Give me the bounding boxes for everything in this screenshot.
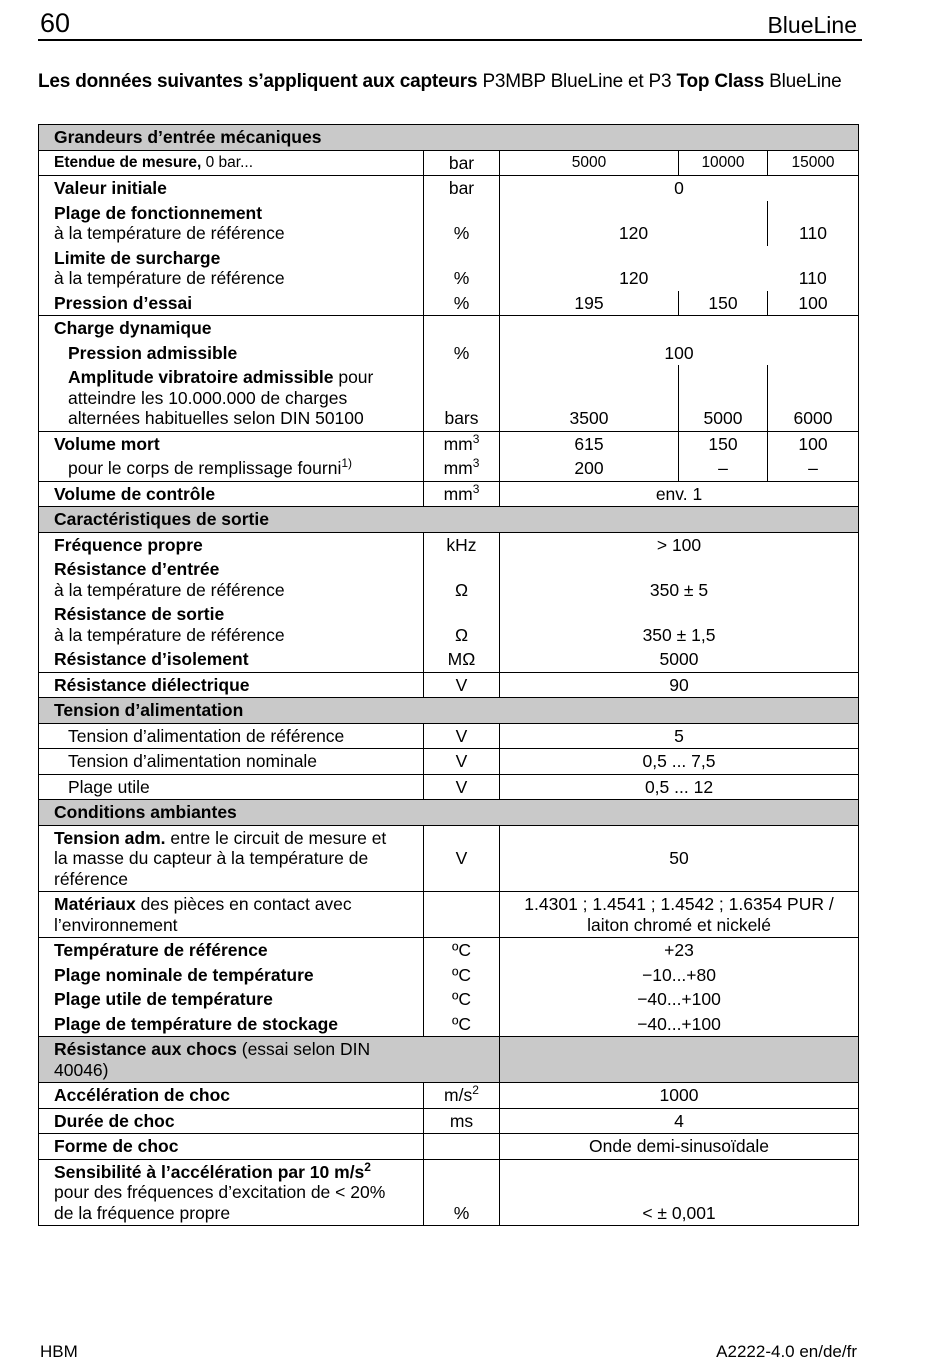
row-acceleration-sensitivity: Sensibilité à l’accélération par 10 $m/s^2$ pour des fréquences d’excitation de < 20% de la fréquence propre % < ± 0,001 <box>39 1159 859 1226</box>
row-supply-reference: Tension d’alimentation de référence V 5 <box>39 723 859 749</box>
row-initial-value: Valeur initiale bar 0 <box>39 176 859 201</box>
spec-table <box>38 124 859 1226</box>
row-overload-limit: Limite de surcharge à la température de référence % 120 110 <box>39 246 859 291</box>
row-output-resistance: Résistance de sortie à la température de référence Ω 350 ± 1,5 <box>39 602 859 647</box>
row-input-resistance: Résistance d’entrée à la température de référence Ω 350 ± 5 <box>39 557 859 602</box>
intro-bold: Les données suivantes s’appliquent aux capteurs <box>38 71 478 92</box>
row-usable-temperature: Plage utile de température ºC −40...+100 <box>39 987 859 1012</box>
row-test-pressure: Pression d’essai % 195 150 100 <box>39 291 859 316</box>
row-reference-temperature: Température de référence ºC +23 <box>39 938 859 963</box>
header-rule <box>38 39 862 41</box>
row-dielectric-resistance: Résistance diélectrique V 90 <box>39 672 859 698</box>
row-permissible-voltage: Tension adm. entre le circuit de mesure et la masse du capteur à la température de référence V 50 <box>39 825 859 892</box>
intro-models: P3MBP BlueLine et P3 <box>477 71 677 92</box>
row-vibration-amplitude: Amplitude vibratoire admissible pour atteindre les 10.000.000 de charges alternées habituelles selon DIN 50100 bars 3500 5000 6000 <box>39 365 859 431</box>
row-measuring-range: Etendue de mesure, 0 bar... bar 5000 10000 15000 <box>39 150 859 176</box>
document-title: BlueLine <box>767 12 857 38</box>
row-insulation-resistance: Résistance d’isolement MΩ 5000 <box>39 647 859 672</box>
row-dynamic-load: Charge dynamique <box>39 316 859 341</box>
footer-doc-code: A2222-4.0 en/de/fr <box>716 1342 857 1361</box>
footer-company: HBM <box>40 1342 78 1361</box>
section-supply: Tension d’alimentation <box>39 698 859 724</box>
row-storage-temperature: Plage de température de stockage ºC −40...+100 <box>39 1012 859 1037</box>
section-output: Caractéristiques de sortie <box>39 507 859 533</box>
section-environment: Conditions ambiantes <box>39 800 859 826</box>
row-supply-usable: Plage utile V 0,5 ... 12 <box>39 774 859 800</box>
section-mechanical: Grandeurs d’entrée mécaniques <box>39 125 859 151</box>
page-number: 60 <box>40 8 71 38</box>
row-shock-form: Forme de choc Onde demi-sinusoïdale <box>39 1134 859 1160</box>
row-dead-volume: Volume mort $mm^3$ 615 150 100 <box>39 431 859 456</box>
row-supply-nominal: Tension d’alimentation nominale V 0,5 ... 7,5 <box>39 749 859 775</box>
row-control-volume: Volume de contrôle $mm^3$ env. 1 <box>39 481 859 507</box>
row-natural-frequency: Fréquence propre kHz > 100 <box>39 532 859 557</box>
section-shock: Résistance aux chocs (essai selon DIN 40046) <box>39 1037 859 1083</box>
row-operating-range: Plage de fonctionnement à la température de référence % 120 110 <box>39 201 859 246</box>
row-nominal-temperature: Plage nominale de température ºC −10...+80 <box>39 963 859 988</box>
row-filler-body: pour le corps de remplissage fourni$^{1)}$ $mm^3$ 200 – – <box>39 456 859 481</box>
intro-top-class: Top Class <box>676 71 765 92</box>
intro-tail: BlueLine <box>764 71 842 92</box>
row-materials: Matériaux des pièces en contact avec l’environnement 1.4301 ; 1.4541 ; 1.4542 ; 1.6354 PUR / laiton chromé et nickelé <box>39 892 859 938</box>
row-permissible-pressure: Pression admissible % 100 <box>39 341 859 366</box>
row-shock-acceleration: Accélération de choc $m/s^2$ 1000 <box>39 1083 859 1109</box>
intro-sentence <box>38 71 842 93</box>
row-shock-duration: Durée de choc ms 4 <box>39 1108 859 1134</box>
